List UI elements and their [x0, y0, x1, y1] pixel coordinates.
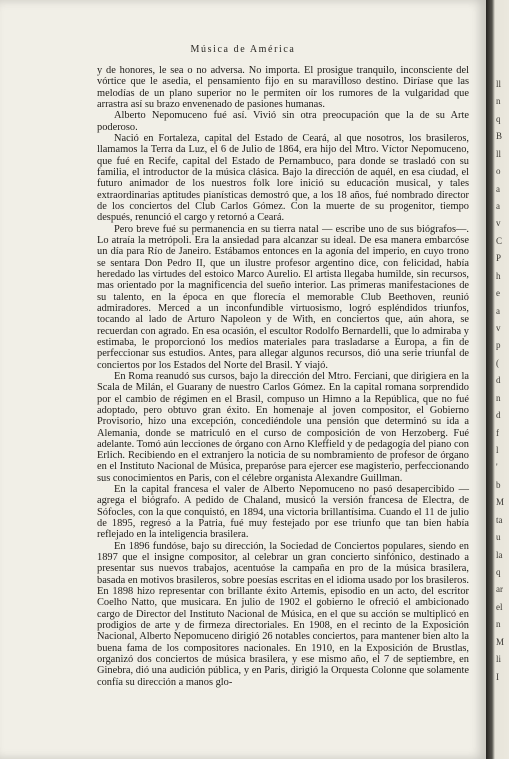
edge-glyph: u [496, 532, 501, 542]
paragraph-2: Alberto Nepomuceno fué así. Vivió sin otra preocupación que la de su Arte poderoso. [97, 110, 469, 133]
edge-glyph: q [496, 114, 501, 124]
edge-glyph: h [496, 271, 501, 281]
edge-glyph: a [496, 306, 500, 316]
edge-glyph: B [496, 131, 503, 141]
edge-glyph: ( [496, 358, 499, 368]
edge-glyph: C [496, 236, 503, 246]
edge-glyph: ll [496, 79, 502, 89]
edge-glyph: b [496, 480, 501, 490]
edge-glyph: ll [496, 149, 502, 159]
paragraph-6: En la capital francesa el valer de Alberto Nepomuceno no pasó desapercibido — agrega el biógrafo. A pedido de Chaland, musicó la versión francesa de Electra, de Sófocles, con la que conquistó, en 1894, una victoria brillantísima. Cuando el 11 de julio de 1895, regresó a la Patria, fué muy festejado por ese triunfo que tan bien había reflejado en la inteligencia brasilera. [97, 484, 469, 541]
edge-glyph: d [496, 410, 501, 420]
edge-glyph: ta [496, 515, 503, 525]
edge-glyph: e [496, 288, 500, 298]
edge-glyph: a [496, 184, 500, 194]
edge-glyph: p [496, 340, 501, 350]
edge-glyph: n [496, 96, 501, 106]
paragraph-3: Nació en Fortaleza, capital del Estado de Ceará, al que nosotros, los brasileros, llamamos la Terra da Luz, el 6 de Julio de 1864, era hijo del Mtro. Víctor Nepomuceno, que fué en Recife, capital del Estado de Pernambuco, para donde se trasladó con su familia, el introductor de la música clásica. Bajo la dirección de aquél, en esa ciudad, el futuro animador de los nuestros folk lore inició su educación musical, y tales extraordinarias aptitudes pianísticas demostró que, a los 18 años, fué nombrado director de los conciertos del Club Carlos Gómez. Con la muerte de su progenitor, tiempo después, renunció el cargo y retornó a Ceará. [97, 132, 469, 224]
edge-glyph: M [496, 637, 505, 647]
paragraph-5: En Roma reanudó sus cursos, bajo la dirección del Mtro. Ferciani, que dirigiera en la Scala de Milán, el Guarany de nuestro Carlos Gómez. En la capital romana sorprendido por el cambio de régimen en el Brasil, compuso un Himno a la República, que no fué adoptado, pero obtuvo gran éxito. En homenaje al joven compositor, el Gobierno Provisorio, hizo una excepción, concediéndole una pensión que determinó su ida a Alemania, donde se matriculó en el curso de composición de von Herzoberg. Fué adelante. Tomó aún lecciones de órgano con Arno Kleffield y de pedagogía del piano con Erlich. Recibiendo en el extranjero la noticia de su nombramiento de profesor de órgano en el Instituto Nacional de Música, preparóse para ejercer ese magisterio, perfeccionando sus conocimientos en Paris, con el célebre organista Alexandre Guillman. [97, 370, 469, 484]
edge-glyph: l [496, 445, 499, 455]
edge-glyph: n [496, 393, 501, 403]
edge-glyph: n [496, 619, 501, 629]
edge-glyph: v [496, 323, 501, 333]
edge-glyph: M [496, 497, 505, 507]
paragraph-1: y de honores, le sea o no adversa. No importa. El prosigue tranquilo, inconsciente del vórtice que le asedia, el pensamiento fijo en su maravilloso destino. Diríase que las melodías de un plano superior no le permiten oír los rumores de la vulgaridad que arrastra así su brazo envenenado de pasiones humanas. [97, 65, 469, 110]
paragraph-7: En 1896 fundóse, bajo su dirección, la Sociedad de Conciertos populares, siendo en 1897 que el insigne compositor, al celebrar un gran concierto sinfónico, destinado a presentar sus nuevos trabajos, acentuóse la campaña en pro de la música brasilera, basada en motivos brasileros, sobre poesías escritas en el idioma usado por los brasileros. En 1898 hizo representar con brillante éxito Artemis, episodio en un acto, del escritor Coelho Natto, que musicara. En julio de 1902 el gobierno le ofreció el ambicionado cargo de Director del Instituto Nacional de Música, en el que su acción se multiplicó en prodigios de arte y de firmeza directoriales. En 1908, en el recinto de la Exposición Nacional, Alberto Nepomuceno dirigió 26 notables conciertos, para mantener bien alto la buena fama de los compositores nacionales. En 1910, en la Exposición de Brustlas, organizó dos conciertos de música brasilera, y ese mismo año, el 7 de septiembre, en Ginebra, dió una audición pública, y en Paris, dirigió la Orquesta Colonne que solamente confía su dirección a manos glo- [97, 540, 469, 688]
edge-glyph: P [496, 253, 502, 263]
edge-glyph: q [496, 567, 501, 577]
edge-glyph: f [496, 428, 499, 438]
edge-glyph: v [496, 218, 501, 228]
running-header: Música de América [190, 44, 296, 55]
edge-glyph: a [496, 201, 500, 211]
paragraph-4: Pero breve fué su permanencia en su tierra natal — escribe uno de sus biógrafos—. Lo atraía la metrópoli. Era la ansiedad para alcanzar su ideal. De esa manera embarcóse un día para Río de Janeiro. Estábamos entonces en la agonía del imperio, en cuyo trono se sentara Don Pedro II, que un ilustre profesor argentino dice, con felicidad, había heredado las virtudes del estoico Marco Aurelio. El artista llegaba humilde, sin recursos, mas orientado por la magnificencia del sueño interior. Las primeras manifestaciones de su talento, en la época en que florecía el memorable Club Beethoven, reunió admiradores. Merced a un inconfundible virtuosismo, logró espléndidos triunfos, tocando al lado de Arturo Napoleon y de With, en conciertos que, aún ahora, se recuerdan con agrado. En esa ocasión, el escultor Rodolfo Bernardelli, que lo admiraba y estimaba, le proporcionó los medios materiales para trasladarse a Europa, a fin de perfeccionar sus estudios. Antes, para allegar algunos recursos, dió una serie triunfal de conciertos por los Estados del Norte del Brasil. Y viajó. [97, 223, 469, 371]
article-body [97, 65, 469, 688]
edge-glyph: ' [496, 462, 498, 472]
edge-glyph: o [496, 166, 501, 176]
edge-glyph: la [496, 550, 503, 560]
edge-glyph: li [496, 654, 502, 664]
edge-glyph: el [496, 602, 503, 612]
edge-glyph: I [496, 672, 499, 682]
edge-glyph: ar [496, 584, 503, 594]
edge-glyph: d [496, 375, 501, 385]
